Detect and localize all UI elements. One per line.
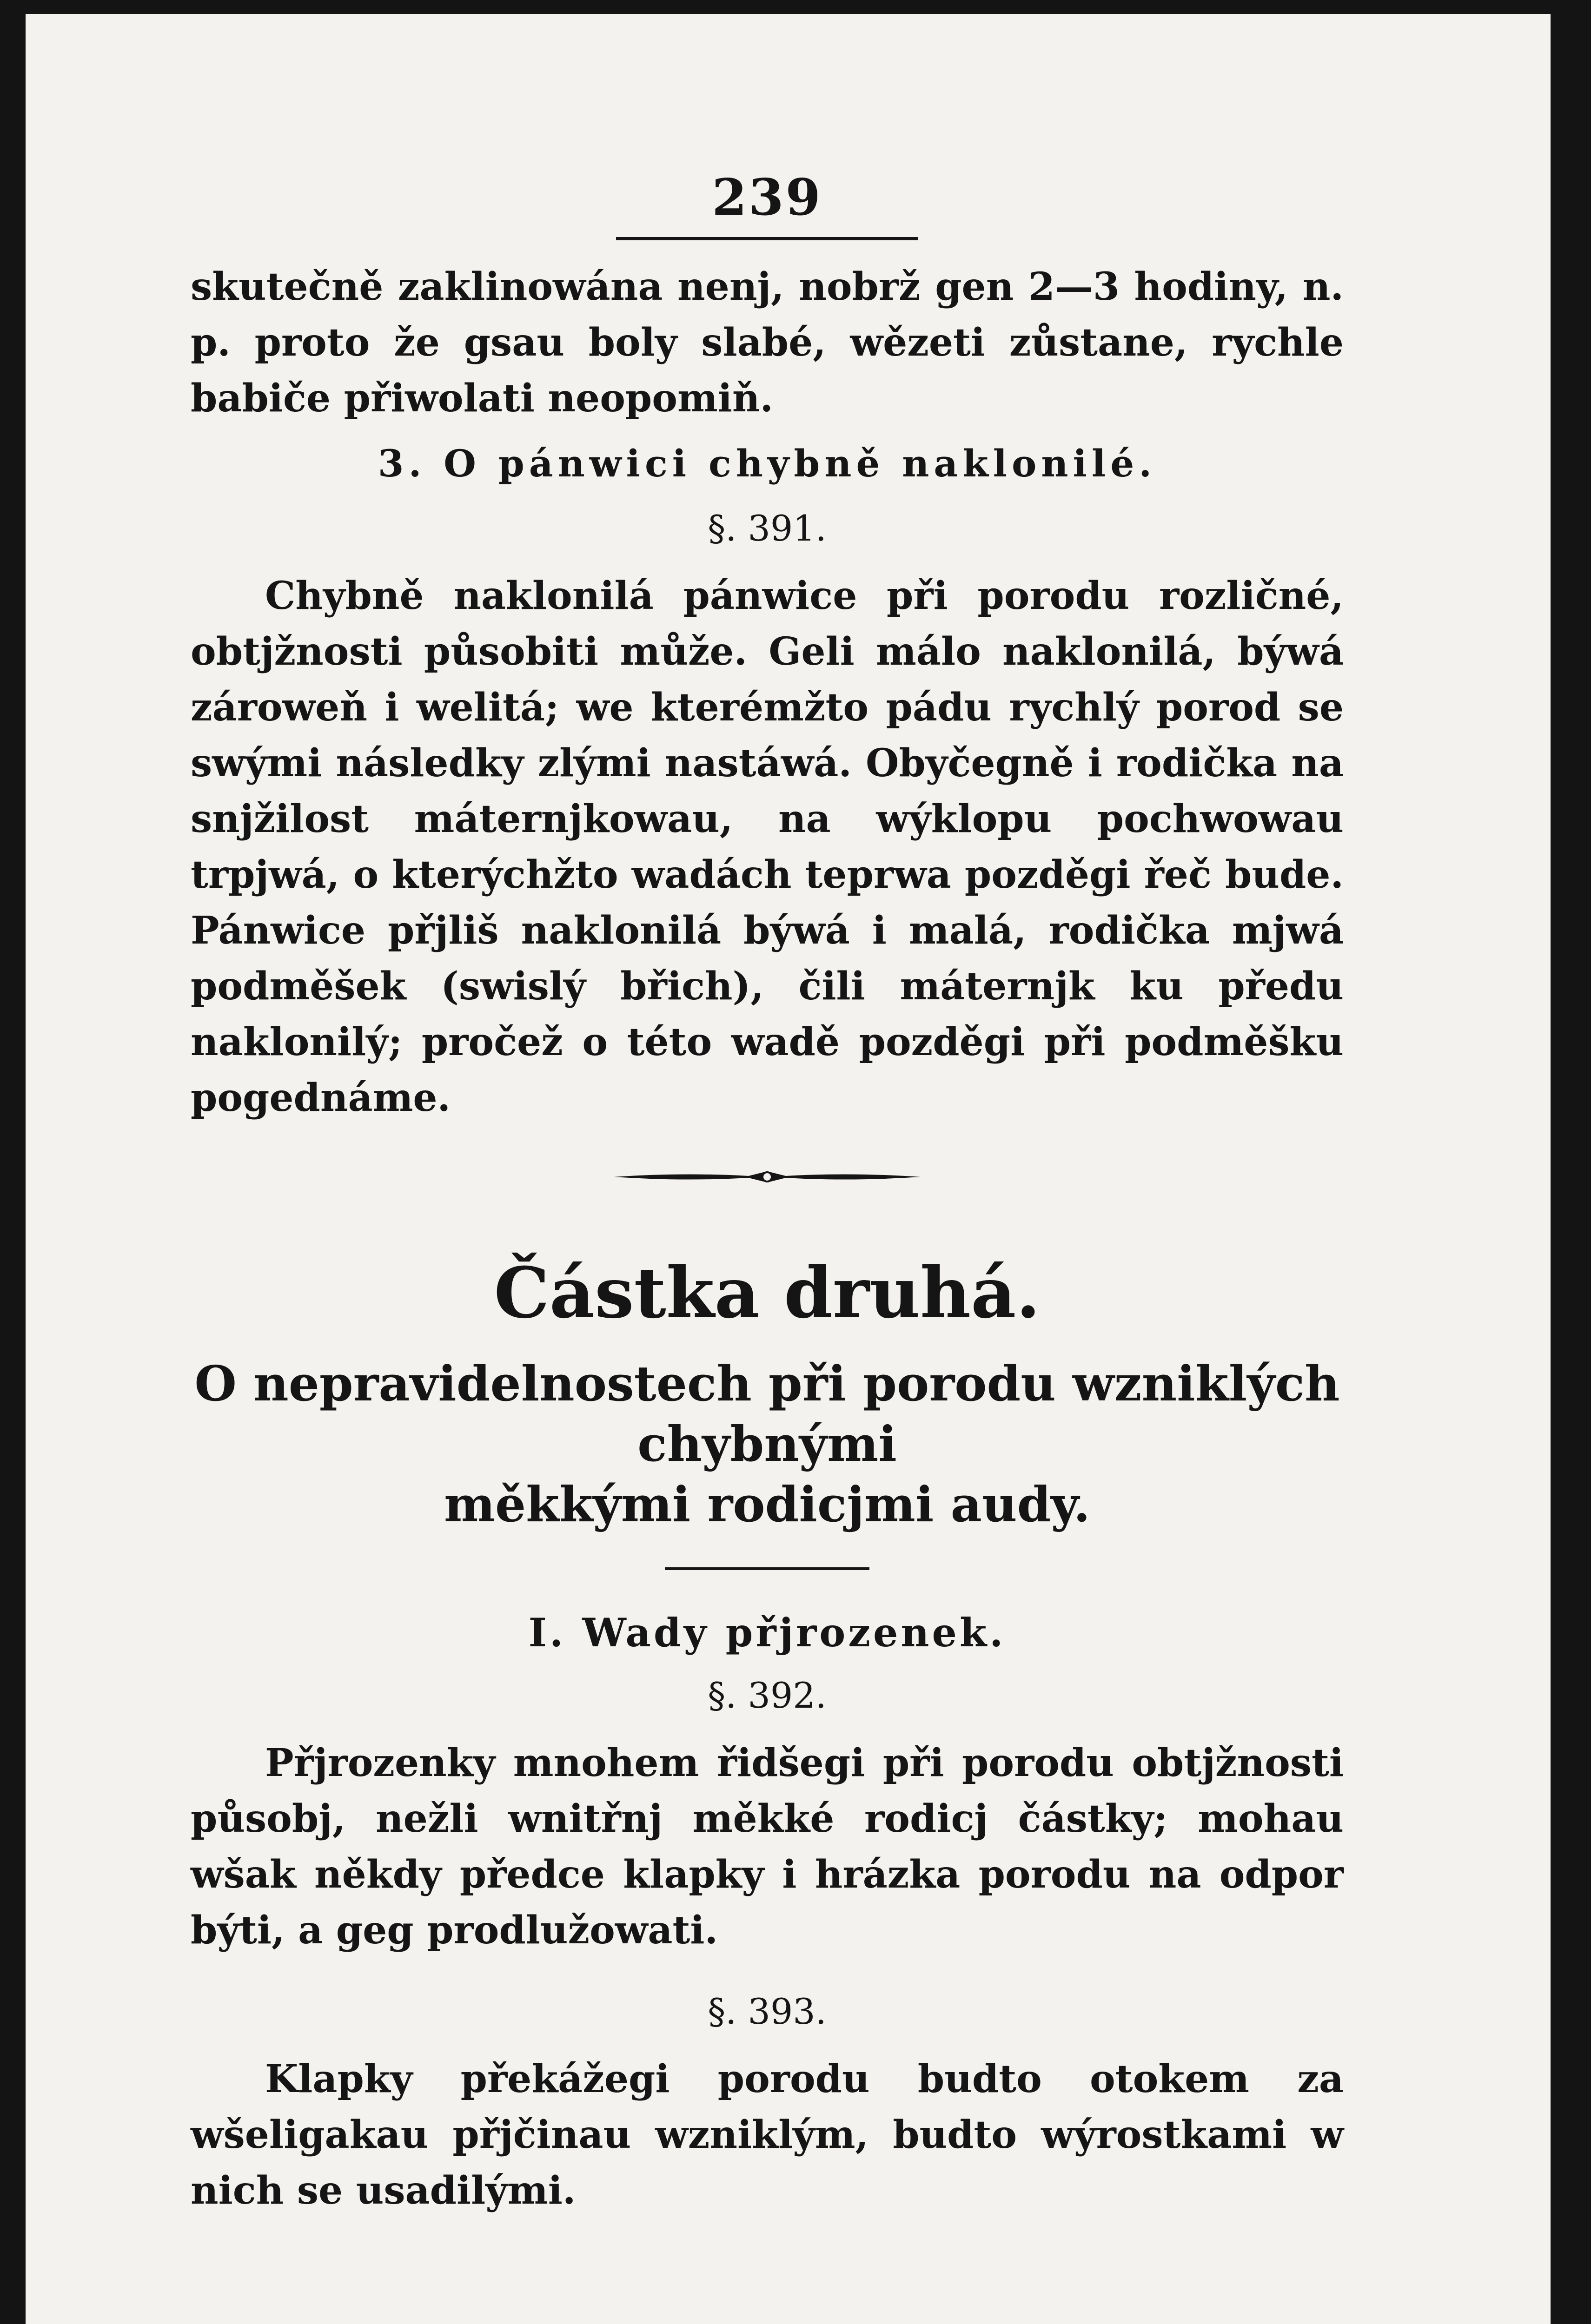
- section-393: §. 393.: [708, 1991, 827, 2032]
- paragraph-392: Přjrozenky mnohem řidšegi při porodu obtjžnosti působj, nežli wnitřnj měkké rodicj částky; mohau wšak někdy předce klapky i hrázka porodu na odpor býti, a geg prodlužowati.: [191, 1741, 1344, 1953]
- paragraph-391: Chybně naklonilá pánwice při porodu rozličné, obtjžnosti působiti může. Geli málo naklonilá, býwá zároweň i welitá; we kterémžto pádu rychlý porod se swými následky zlými nastáwá. Obyčegně i rodička na snjžilost máternjkowau, na wýklopu pochwowau trpjwá, o kterýchžto wadách teprwa pozděgi řeč bude. Pánwice přjliš naklonilá býwá i malá, rodička mjwá podměšek (swislý břich), čili máternjk ku předu naklonilý; pročež o této wadě pozděgi při podměšku pogednáme.: [191, 574, 1344, 1120]
- chapter-title-line-2: měkkými rodicjmi audy.: [444, 1476, 1091, 1533]
- page-content: [191, 167, 1344, 2218]
- paragraph-continuation: skutečně zaklinowána nenj, nobrž gen 2—3 hodiny, n. p. proto že gsau boly slabé, wězeti zůstane, rychle babiče přiwolati neopomiň.: [191, 264, 1344, 421]
- header-rule: [616, 237, 918, 240]
- page-number: 239: [712, 168, 822, 227]
- chapter-rule: [665, 1567, 869, 1570]
- part-title: Částka druhá.: [494, 1252, 1041, 1334]
- book-page: [26, 14, 1551, 2324]
- chapter-title-line-1: O nepravidelnostech při porodu wzniklých chybnými: [194, 1355, 1340, 1472]
- heading-wady-prjrozenek: I. Wady přjrozenek.: [528, 1610, 1006, 1656]
- ornament-divider-icon: [614, 1168, 921, 1186]
- section-391: §. 391.: [708, 508, 827, 549]
- paragraph-393: Klapky překážegi porodu budto otokem za wšeligakau přjčinau wzniklým, budto wýrostkami w nich se usadilými.: [191, 2057, 1344, 2213]
- section-392: §. 392.: [708, 1675, 827, 1716]
- heading-pelvis-tilted: 3. O pánwici chybně naklonilé.: [378, 442, 1157, 485]
